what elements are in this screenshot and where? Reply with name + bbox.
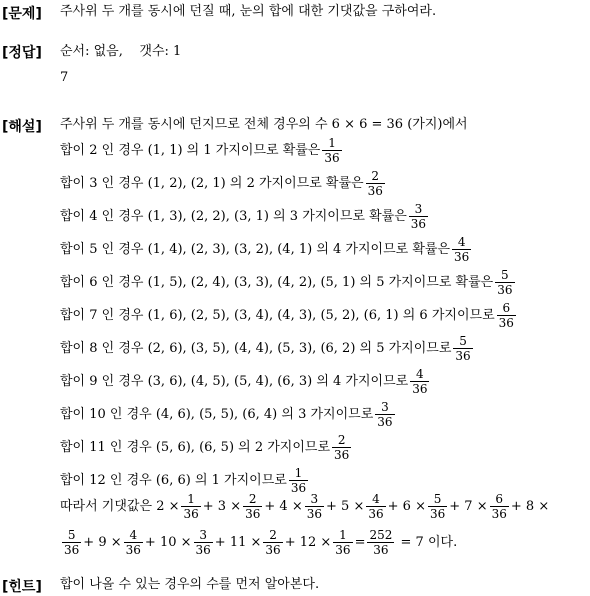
expectation-coefficient: 11 × <box>225 535 262 550</box>
expectation-fraction <box>124 528 143 557</box>
probability-row <box>60 433 353 462</box>
expectation-operator: + <box>510 499 522 514</box>
expectation-fraction <box>490 492 509 521</box>
expectation-fraction-numerator: 4 <box>129 528 138 542</box>
probability-row <box>60 334 475 363</box>
probability-row <box>60 301 518 330</box>
hint-tag: [힌트] <box>2 579 42 595</box>
expectation-fraction <box>194 528 213 557</box>
result-fraction-denominator: 36 <box>367 542 394 557</box>
expectation-fraction <box>428 492 447 521</box>
solution-intro: 주사위 두 개를 동시에 던지므로 전체 경우의 수 6 × 6 = 36 (가지)에서 <box>60 117 468 132</box>
probability-row <box>60 466 310 495</box>
expectation-fraction-numerator: 5 <box>67 528 76 542</box>
expectation-operator: + <box>387 499 399 514</box>
probability-fraction-denominator: 36 <box>290 481 307 495</box>
probability-fraction-numerator: 4 <box>416 367 424 381</box>
solution-tag: [해설] <box>2 119 42 135</box>
expectation-coefficient: 10 × <box>155 535 192 550</box>
expectation-operator: + <box>449 499 461 514</box>
problem-text: 주사위 두 개를 동시에 던질 때, 눈의 합에 대한 기댓값을 구하여라. <box>60 4 437 19</box>
hint-text: 합이 나올 수 있는 경우의 수를 먼저 알아본다. <box>60 577 320 592</box>
expectation-prefix: 따라서 기댓값은 <box>60 499 153 514</box>
probability-fraction-numerator: 3 <box>414 202 423 216</box>
expectation-coefficient: 12 × <box>295 535 332 550</box>
expectation-fraction-denominator: 36 <box>125 543 141 557</box>
probability-fraction <box>497 301 516 330</box>
probability-fraction <box>453 334 472 363</box>
probability-fraction-denominator: 36 <box>498 316 514 330</box>
probability-fraction <box>375 400 394 429</box>
probability-row <box>60 367 431 396</box>
expectation-coefficient: 2 × <box>156 499 180 514</box>
expectation-fraction <box>305 492 324 521</box>
probability-row-text: 합이 10 인 경우 (4, 6), (5, 5), (6, 4) 의 3 가지이므로 <box>60 407 374 422</box>
probability-row-text: 합이 11 인 경우 (5, 6), (6, 5) 의 2 가지이므로 <box>60 440 331 455</box>
expectation-fraction <box>263 528 282 557</box>
probability-row-text: 합이 4 인 경우 (1, 3), (2, 2), (3, 1) 의 3 가지이므로 확률은 <box>60 209 407 224</box>
probability-row-text: 합이 9 인 경우 (3, 6), (4, 5), (5, 4), (6, 3) 의 4 가지이므로 <box>60 374 409 389</box>
expectation-line-1 <box>60 492 549 521</box>
probability-fraction-denominator: 36 <box>455 349 471 363</box>
expectation-fraction-numerator: 2 <box>269 528 277 542</box>
expectation-coefficient: 3 × <box>213 499 242 514</box>
expectation-fraction-denominator: 36 <box>64 543 80 557</box>
expectation-fraction <box>62 528 81 557</box>
expectation-line-2 <box>60 528 457 557</box>
answer-line1: 순서: 없음, 갯수: 1 <box>60 44 182 59</box>
expectation-fraction-denominator: 36 <box>195 543 211 557</box>
expectation-coefficient: 7 × <box>460 499 488 514</box>
probability-fraction-numerator: 2 <box>371 169 380 183</box>
probability-fraction-numerator: 1 <box>328 136 336 150</box>
probability-fraction-denominator: 36 <box>334 448 350 462</box>
expectation-fraction-numerator: 5 <box>433 492 442 506</box>
result-text: = 7 이다. <box>396 535 458 550</box>
probability-fraction <box>495 268 514 297</box>
answer-tag: [정답] <box>2 45 42 61</box>
expectation-fraction <box>181 492 200 521</box>
probability-row-text: 합이 7 인 경우 (1, 6), (2, 5), (3, 4), (4, 3), (5, 2), (6, 1) 의 6 가지이므로 <box>60 308 495 323</box>
probability-fraction-numerator: 4 <box>457 235 466 249</box>
expectation-fraction-numerator: 2 <box>248 492 257 506</box>
expectation-operator: + <box>83 535 95 550</box>
expectation-operator: = <box>354 535 366 550</box>
probability-row-text: 합이 2 인 경우 (1, 1) 의 1 가지이므로 확률은 <box>60 143 321 158</box>
expectation-fraction <box>366 492 385 521</box>
probability-row <box>60 136 344 165</box>
probability-fraction-denominator: 36 <box>497 283 513 297</box>
probability-fraction-denominator: 36 <box>367 184 383 198</box>
probability-fraction-denominator: 36 <box>324 151 340 165</box>
probability-fraction-numerator: 6 <box>502 301 511 315</box>
probability-fraction <box>289 466 308 495</box>
probability-fraction-denominator: 36 <box>410 217 427 231</box>
expectation-fraction-denominator: 36 <box>429 507 446 521</box>
expectation-fraction-numerator: 4 <box>372 492 380 506</box>
expectation-tail: 8 × <box>521 499 550 514</box>
probability-row <box>60 268 517 297</box>
expectation-operator: + <box>214 535 226 550</box>
expectation-coefficient: 4 × <box>275 499 303 514</box>
probability-row <box>60 202 430 231</box>
expectation-fraction-denominator: 36 <box>265 543 281 557</box>
expectation-fraction <box>243 492 262 521</box>
expectation-fraction-denominator: 36 <box>306 507 323 521</box>
probability-row-text: 합이 3 인 경우 (1, 2), (2, 1) 의 2 가지이므로 확률은 <box>60 176 364 191</box>
probability-fraction-numerator: 5 <box>459 334 467 348</box>
expectation-fraction-numerator: 1 <box>187 492 195 506</box>
probability-row-text: 합이 8 인 경우 (2, 6), (3, 5), (4, 4), (5, 3), (6, 2) 의 5 가지이므로 <box>60 341 452 356</box>
probability-row <box>60 400 397 429</box>
expectation-fraction-numerator: 1 <box>339 528 347 542</box>
expectation-fraction-denominator: 36 <box>491 507 507 521</box>
expectation-fraction <box>333 528 352 557</box>
result-fraction-numerator: 252 <box>369 528 393 542</box>
probability-fraction <box>332 433 351 462</box>
answer-value: 7 <box>60 70 69 85</box>
probability-row-text: 합이 5 인 경우 (1, 4), (2, 3), (3, 2), (4, 1) 의 4 가지이므로 확률은 <box>60 242 451 257</box>
probability-fraction <box>409 202 428 231</box>
probability-fraction <box>452 235 471 264</box>
probability-fraction-numerator: 2 <box>337 433 346 447</box>
probability-row-text: 합이 6 인 경우 (1, 5), (2, 4), (3, 3), (4, 2), (5, 1) 의 5 가지이므로 확률은 <box>60 275 494 290</box>
expectation-coefficient: 6 × <box>398 499 426 514</box>
probability-fraction <box>366 169 385 198</box>
probability-fraction-numerator: 1 <box>294 466 303 480</box>
probability-fraction-denominator: 36 <box>454 250 470 264</box>
expectation-coefficient: 5 × <box>336 499 365 514</box>
probability-fraction-numerator: 5 <box>501 268 509 282</box>
expectation-fraction-numerator: 3 <box>199 528 207 542</box>
expectation-fraction-denominator: 36 <box>245 507 261 521</box>
probability-fraction-denominator: 36 <box>377 415 393 429</box>
probability-fraction-denominator: 36 <box>412 382 428 396</box>
problem-tag: [문제] <box>2 6 42 22</box>
expectation-coefficient: 9 × <box>94 535 122 550</box>
expectation-fraction-denominator: 36 <box>368 507 384 521</box>
probability-fraction <box>410 367 429 396</box>
expectation-fraction-numerator: 6 <box>495 492 504 506</box>
expectation-operator: + <box>326 499 337 514</box>
expectation-operator: + <box>202 499 214 514</box>
probability-row-text: 합이 12 인 경우 (6, 6) 의 1 가지이므로 <box>60 473 287 488</box>
probability-fraction-numerator: 3 <box>381 400 389 414</box>
probability-row <box>60 235 473 264</box>
expectation-operator: + <box>264 499 276 514</box>
probability-row <box>60 169 387 198</box>
probability-fraction <box>322 136 341 165</box>
expectation-operator: + <box>144 535 156 550</box>
result-fraction <box>367 528 394 557</box>
expectation-operator: + <box>284 535 296 550</box>
expectation-fraction-denominator: 36 <box>335 543 351 557</box>
expectation-fraction-numerator: 3 <box>310 492 319 506</box>
expectation-fraction-denominator: 36 <box>183 507 199 521</box>
